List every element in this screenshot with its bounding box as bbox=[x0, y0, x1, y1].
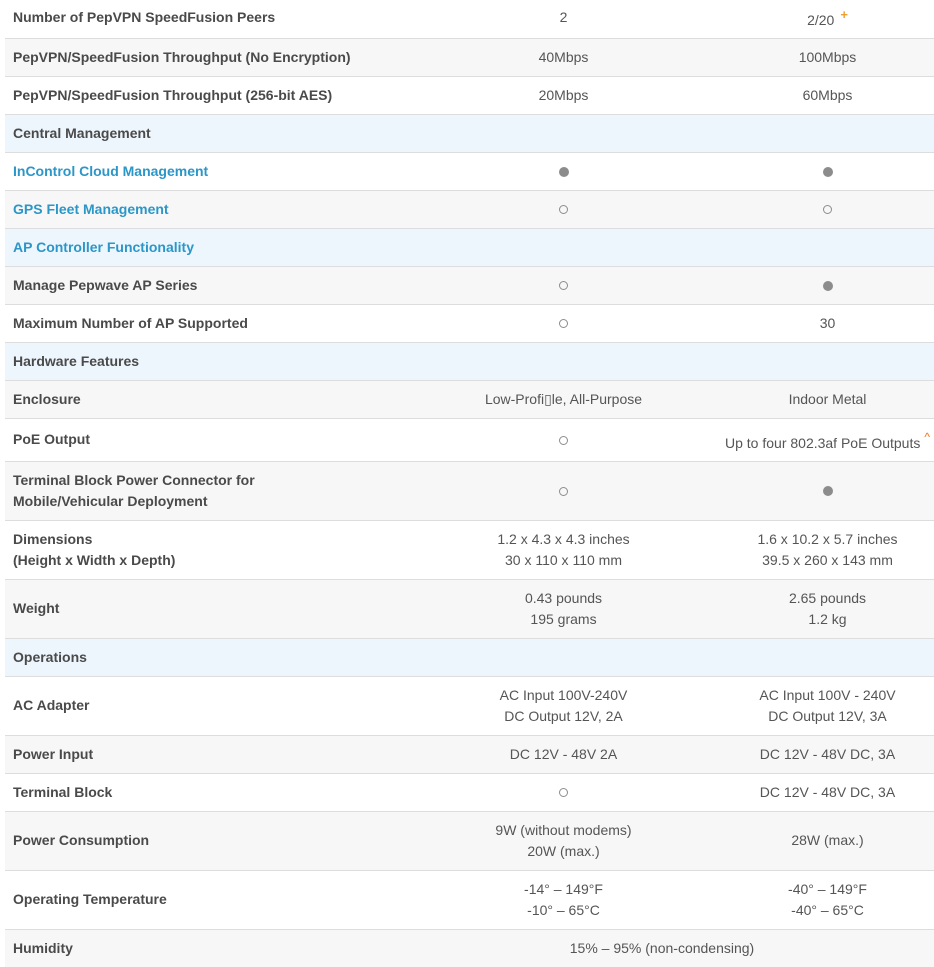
spec-table bbox=[5, 0, 934, 967]
row-label: Power Input bbox=[5, 735, 406, 773]
section-operations bbox=[5, 638, 934, 676]
optional-circle-icon bbox=[823, 205, 832, 214]
col2-value bbox=[721, 190, 934, 228]
value-line-2: 195 grams bbox=[530, 610, 597, 627]
col1-value bbox=[406, 190, 721, 228]
col2-value: 100Mbps bbox=[721, 38, 934, 76]
col2-value bbox=[721, 152, 934, 190]
row-label: Manage Pepwave AP Series bbox=[5, 266, 406, 304]
row-label bbox=[5, 461, 406, 520]
row-max-ap bbox=[5, 304, 934, 342]
value-line-2: -10° – 65°C bbox=[527, 901, 600, 918]
col1-value: 2 bbox=[559, 8, 568, 25]
col2-value bbox=[721, 870, 934, 929]
row-label: PepVPN/SpeedFusion Throughput (256-bit AES) bbox=[5, 76, 406, 114]
gps-fleet-link[interactable]: GPS Fleet Management bbox=[5, 190, 406, 228]
row-throughput-no-encryption bbox=[5, 38, 934, 76]
col1-value bbox=[406, 266, 721, 304]
row-terminal-block bbox=[5, 773, 934, 811]
row-gps-fleet bbox=[5, 190, 934, 228]
footnote-plus-icon[interactable]: + bbox=[840, 6, 848, 22]
value-line-2: 20W (max.) bbox=[527, 842, 600, 859]
value-line-2: -40° – 65°C bbox=[791, 901, 864, 918]
incontrol-link[interactable]: InControl Cloud Management bbox=[5, 152, 406, 190]
col2-value bbox=[721, 418, 934, 461]
col2-value bbox=[721, 461, 934, 520]
section-ap-controller bbox=[5, 228, 934, 266]
col2-value: 30 bbox=[721, 304, 934, 342]
ap-controller-link[interactable]: AP Controller Functionality bbox=[5, 228, 406, 266]
supported-dot-icon bbox=[559, 167, 569, 177]
row-throughput-aes bbox=[5, 76, 934, 114]
optional-circle-icon bbox=[559, 319, 568, 328]
row-label: Weight bbox=[5, 579, 406, 638]
row-label: Terminal Block bbox=[5, 773, 406, 811]
supported-dot-icon bbox=[823, 486, 833, 496]
value-line-2: 39.5 x 260 x 143 mm bbox=[762, 551, 893, 568]
row-label: AC Adapter bbox=[5, 676, 406, 735]
col1-value: 40Mbps bbox=[406, 38, 721, 76]
row-label: PepVPN/SpeedFusion Throughput (No Encryption) bbox=[5, 38, 406, 76]
section-central-management bbox=[5, 114, 934, 152]
value-text: 2/20 bbox=[807, 11, 835, 28]
optional-circle-icon bbox=[559, 436, 568, 445]
supported-dot-icon bbox=[823, 281, 833, 291]
col1-value bbox=[406, 152, 721, 190]
value-line-2: DC Output 12V, 3A bbox=[768, 707, 887, 724]
value-line-1: 9W (without modems) bbox=[495, 821, 632, 838]
col2-value bbox=[721, 579, 934, 638]
footnote-caret-icon[interactable]: ^ bbox=[924, 430, 930, 444]
row-label: Enclosure bbox=[5, 380, 406, 418]
value-line-2: 1.2 kg bbox=[808, 610, 847, 627]
col1-value bbox=[406, 676, 721, 735]
value-line-1: 2.65 pounds bbox=[788, 589, 867, 606]
col1-value bbox=[406, 418, 721, 461]
optional-circle-icon bbox=[559, 788, 568, 797]
row-power-consumption bbox=[5, 811, 934, 870]
col1-value bbox=[406, 870, 721, 929]
col1-value bbox=[406, 579, 721, 638]
col1-value: 20Mbps bbox=[406, 76, 721, 114]
row-label: Operating Temperature bbox=[5, 870, 406, 929]
col2-value: DC 12V - 48V DC, 3A bbox=[721, 773, 934, 811]
row-operating-temperature bbox=[5, 870, 934, 929]
row-power-input bbox=[5, 735, 934, 773]
row-manage-ap bbox=[5, 266, 934, 304]
value-line-1: 0.43 pounds bbox=[524, 589, 603, 606]
optional-circle-icon bbox=[559, 281, 568, 290]
section-hardware-features bbox=[5, 342, 934, 380]
optional-circle-icon bbox=[559, 487, 568, 496]
row-humidity bbox=[5, 929, 934, 967]
span-value: 15% – 95% (non-condensing) bbox=[406, 929, 934, 967]
col2-value: DC 12V - 48V DC, 3A bbox=[721, 735, 934, 773]
row-enclosure bbox=[5, 380, 934, 418]
section-title: Central Management bbox=[5, 114, 406, 152]
col2-value: Indoor Metal bbox=[721, 380, 934, 418]
section-title: Hardware Features bbox=[5, 342, 406, 380]
value-line-2: DC Output 12V, 2A bbox=[504, 707, 623, 724]
row-speedfusion-peers bbox=[5, 0, 934, 38]
col1-value: DC 12V - 48V 2A bbox=[406, 735, 721, 773]
col2-value bbox=[721, 676, 934, 735]
label-line-1: Terminal Block Power Connector for bbox=[13, 471, 255, 488]
row-label bbox=[5, 520, 406, 579]
value-line-1: -14° – 149°F bbox=[524, 880, 603, 897]
value-line-1: -40° – 149°F bbox=[788, 880, 867, 897]
value-line-1: AC Input 100V - 240V bbox=[759, 686, 896, 703]
value-text: Up to four 802.3af PoE Outputs bbox=[725, 435, 921, 451]
row-weight bbox=[5, 579, 934, 638]
value-line-1: AC Input 100V-240V bbox=[499, 686, 628, 703]
label-line-1: Dimensions bbox=[13, 530, 93, 547]
row-terminal-block-connector bbox=[5, 461, 934, 520]
col2-value: 28W (max.) bbox=[721, 811, 934, 870]
col1-value bbox=[406, 304, 721, 342]
col1-value bbox=[406, 811, 721, 870]
col2-value bbox=[721, 266, 934, 304]
optional-circle-icon bbox=[559, 205, 568, 214]
row-label: Number of PepVPN SpeedFusion Peers bbox=[13, 8, 276, 25]
col1-value: Low-Profi▯le, All-Purpose bbox=[406, 380, 721, 418]
row-label: Maximum Number of AP Supported bbox=[5, 304, 406, 342]
section-title: Operations bbox=[5, 638, 406, 676]
supported-dot-icon bbox=[823, 167, 833, 177]
col2-value bbox=[721, 520, 934, 579]
col2-value bbox=[721, 0, 934, 38]
value-line-1: 1.2 x 4.3 x 4.3 inches bbox=[497, 530, 630, 547]
row-label: Power Consumption bbox=[5, 811, 406, 870]
label-line-2: Mobile/Vehicular Deployment bbox=[13, 492, 208, 509]
row-ac-adapter bbox=[5, 676, 934, 735]
col1-value bbox=[406, 520, 721, 579]
col1-value bbox=[406, 461, 721, 520]
row-incontrol bbox=[5, 152, 934, 190]
row-poe-output bbox=[5, 418, 934, 461]
col2-value: 60Mbps bbox=[721, 76, 934, 114]
row-label: PoE Output bbox=[5, 418, 406, 461]
row-dimensions bbox=[5, 520, 934, 579]
row-label: Humidity bbox=[5, 929, 406, 967]
col1-value bbox=[406, 773, 721, 811]
value-line-2: 30 x 110 x 110 mm bbox=[505, 551, 622, 568]
label-line-2: (Height x Width x Depth) bbox=[13, 551, 176, 568]
value-line-1: 1.6 x 10.2 x 5.7 inches bbox=[757, 530, 898, 547]
